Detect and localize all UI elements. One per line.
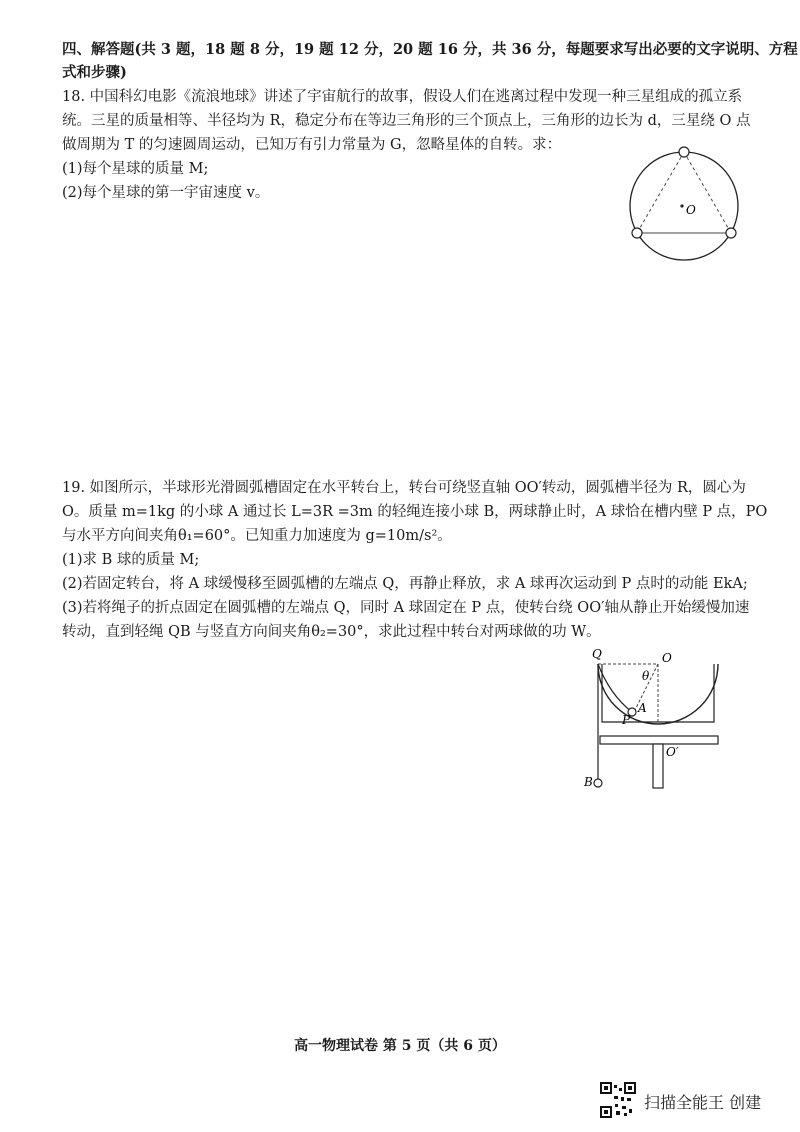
q19-text-line3: 与水平方向间夹角θ₁=60°。已知重力加速度为 g=10m/s²。	[62, 528, 452, 544]
q18-text-line3: 做周期为 T 的匀速圆周运动，已知万有引力常量为 G，忽略星体的自转。求：	[62, 137, 562, 153]
orbit-circle	[630, 152, 738, 260]
q19-part2: (2)若固定转台，将 A 球缓慢移至圆弧槽的左端点 Q，再静止释放，求 A 球再次运动到 P 点时的动能 EkA;	[62, 576, 748, 592]
three-star-figure	[622, 140, 752, 270]
label-a: A	[638, 701, 647, 715]
star-left	[632, 228, 642, 238]
q19-part3-line1: (3)若将绳子的折点固定在圆弧槽的左端点 Q，同时 A 球固定在 P 点，使转台绕 OO′轴从静止开始缓慢加速	[62, 600, 750, 616]
page-footer: 高一物理试卷 第 5 页（共 6 页）	[294, 1038, 506, 1054]
q18-text-line2: 统。三星的质量相等、半径均为 R，稳定分布在等边三角形的三个顶点上，三角形的边长为 d，三星绕 O 点	[62, 113, 751, 129]
groove-turntable-figure	[580, 640, 740, 800]
q19-part1: (1)求 B 球的质量 M;	[62, 552, 200, 568]
center-point	[680, 204, 683, 207]
star-top	[679, 147, 689, 157]
groove-frame	[602, 664, 714, 722]
label-theta: θ	[642, 669, 650, 683]
section-heading-cont: 式和步骤)	[62, 64, 127, 81]
triangle-side-left	[637, 152, 684, 233]
center-label: O	[686, 203, 696, 217]
label-o-prime: O′	[666, 745, 679, 759]
section-heading: 四、解答题(共 3 题，18 题 8 分，19 题 12 分，20 题 16 分，共 36 分，每题要求写出必要的文字说明、方程	[62, 41, 798, 58]
shaft	[653, 744, 663, 788]
q19-text-line1: 19. 如图所示，半球形光滑圆弧槽固定在水平转台上，转台可绕竖直轴 OO′转动，圆弧槽半径为 R，圆心为	[62, 480, 746, 496]
label-b: B	[584, 775, 593, 789]
q18-part1: (1)每个星球的质量 M;	[62, 161, 209, 177]
q18-part2: (2)每个星球的第一宇宙速度 v。	[62, 185, 270, 201]
scanner-watermark	[600, 1082, 790, 1122]
turntable	[600, 736, 718, 744]
q18-text-line1: 18. 中国科幻电影《流浪地球》讲述了宇宙航行的故事，假设人们在逃离过程中发现一种三星组成的孤立系	[62, 89, 743, 105]
label-q: Q	[592, 647, 602, 661]
q19-text-line2: O。质量 m=1kg 的小球 A 通过长 L=3R =3m 的轻绳连接小球 B，两球静止时，A 球恰在槽内壁 P 点，PO	[62, 504, 768, 520]
q19-part3-line2: 转动，直到轻绳 QB 与竖直方向间夹角θ₂=30°，求此过程中转台对两球做的功 W。	[62, 624, 601, 640]
star-right	[726, 228, 736, 238]
ball-b	[594, 779, 602, 787]
watermark-text: 扫描全能王 创建	[644, 1093, 762, 1112]
qr-code-icon	[600, 1082, 636, 1118]
label-o: O	[662, 651, 672, 665]
triangle-side-right	[684, 152, 731, 233]
label-p: P	[622, 713, 631, 727]
